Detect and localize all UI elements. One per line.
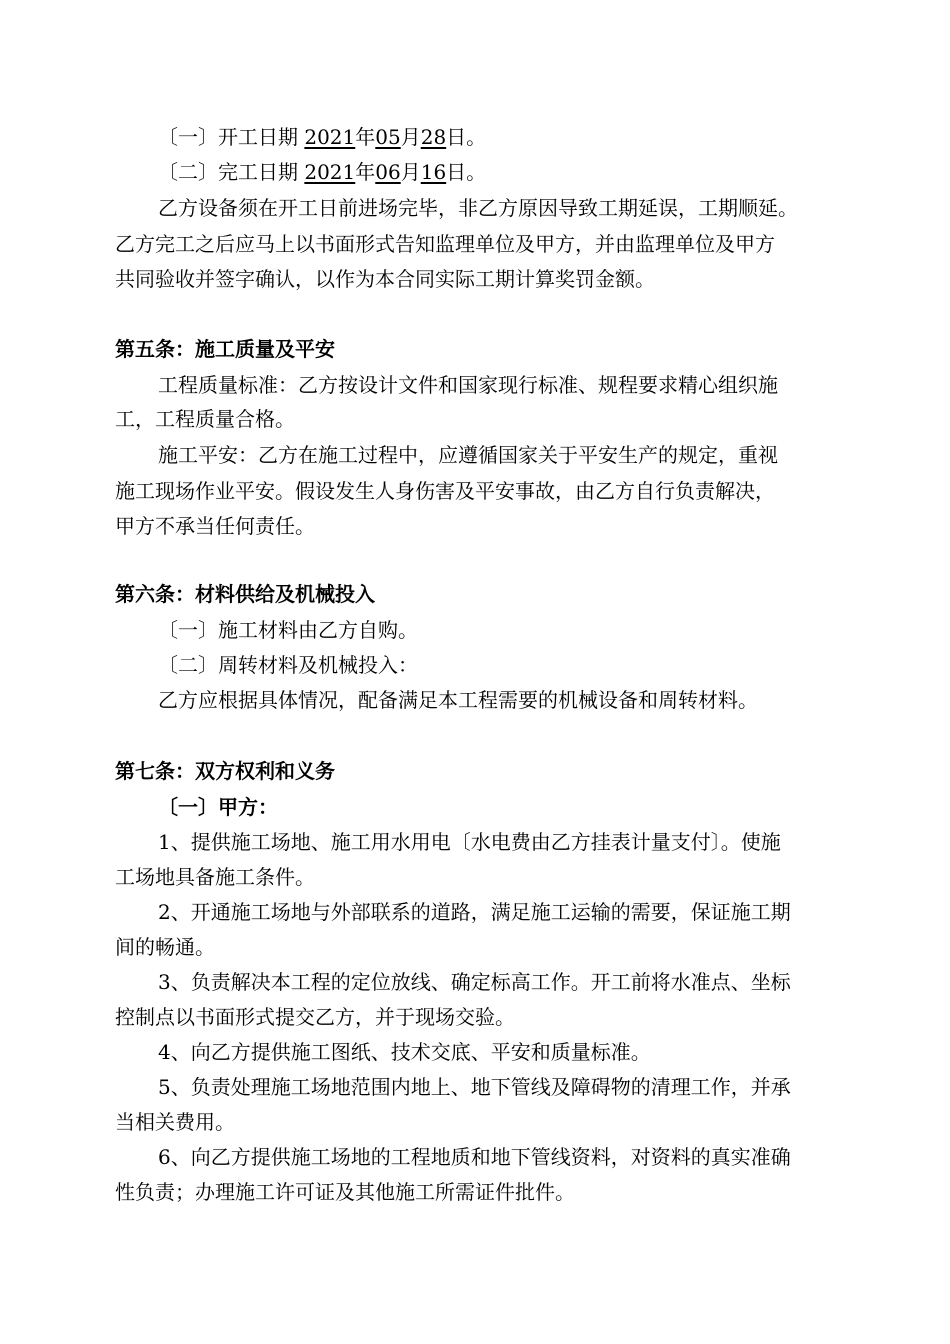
start-date-line — [158, 125, 875, 149]
list-item: 3、负责解决本工程的定位放线、确定标高工作。开工前将水准点、坐标 — [158, 970, 791, 994]
list-item: 性负责；办理施工许可证及其他施工所需证件批件。 — [115, 1180, 575, 1204]
end-year: 2021 — [304, 160, 356, 184]
end-year-label: 年 — [355, 160, 376, 184]
list-item: 5、负责处理施工场地范围内地上、地下管线及障碍物的清理工作，并承 — [158, 1075, 791, 1099]
start-day: 28 — [420, 125, 447, 149]
safety-line-3: 甲方不承当任何责任。 — [115, 514, 315, 538]
start-month: 05 — [375, 125, 401, 149]
article-7-title: 第七条：双方权利和义务 — [115, 759, 335, 783]
article-6-title: 第六条：材料供给及机械投入 — [115, 582, 375, 606]
end-day-label: 日。 — [446, 160, 487, 184]
quality-line-1: 工程质量标准：乙方按设计文件和国家现行标准、规程要求精心组织施 — [158, 373, 778, 397]
start-year-label: 年 — [355, 125, 376, 149]
start-date-prefix: 〔一〕开工日期 — [158, 125, 305, 149]
end-day: 16 — [420, 160, 447, 184]
article-6-item-1: 〔一〕施工材料由乙方自购。 — [158, 618, 418, 642]
schedule-paragraph-line-2: 乙方完工之后应马上以书面形式告知监理单位及甲方，并由监理单位及甲方 — [115, 232, 775, 256]
party-a-heading: 〔一〕甲方： — [158, 795, 278, 819]
schedule-paragraph-line-1: 乙方设备须在开工日前进场完毕，非乙方原因导致工期延误，工期顺延。 — [158, 196, 798, 220]
start-day-label: 日。 — [446, 125, 487, 149]
start-month-label: 月 — [400, 125, 421, 149]
article-5-title: 第五条：施工质量及平安 — [115, 337, 335, 361]
end-date-line — [158, 160, 875, 184]
list-item: 1、提供施工场地、施工用水用电〔水电费由乙方挂表计量支付〕。使施 — [158, 830, 781, 854]
list-item: 2、开通施工场地与外部联系的道路，满足施工运输的需要，保证施工期 — [158, 900, 791, 924]
end-month: 06 — [375, 160, 401, 184]
quality-line-2: 工，工程质量合格。 — [115, 407, 295, 431]
end-month-label: 月 — [400, 160, 421, 184]
list-item: 间的畅通。 — [115, 935, 215, 959]
article-6-item-3: 乙方应根据具体情况，配备满足本工程需要的机械设备和周转材料。 — [158, 688, 758, 712]
schedule-paragraph-line-3: 共同验收并签字确认，以作为本合同实际工期计算奖罚金额。 — [115, 267, 655, 291]
start-year: 2021 — [304, 125, 356, 149]
list-item: 工场地具备施工条件。 — [115, 865, 315, 889]
list-item: 当相关费用。 — [115, 1110, 235, 1134]
safety-line-1: 施工平安：乙方在施工过程中，应遵循国家关于平安生产的规定，重视 — [158, 443, 778, 467]
list-item: 控制点以书面形式提交乙方，并于现场交验。 — [115, 1005, 515, 1029]
list-item: 6、向乙方提供施工场地的工程地质和地下管线资料，对资料的真实准确 — [158, 1145, 791, 1169]
list-item: 4、向乙方提供施工图纸、技术交底、平安和质量标准。 — [158, 1040, 651, 1064]
end-date-prefix: 〔二〕完工日期 — [158, 160, 305, 184]
safety-line-2: 施工现场作业平安。假设发生人身伤害及平安事故，由乙方自行负责解决， — [115, 479, 775, 503]
article-6-item-2: 〔二〕周转材料及机械投入： — [158, 653, 418, 677]
